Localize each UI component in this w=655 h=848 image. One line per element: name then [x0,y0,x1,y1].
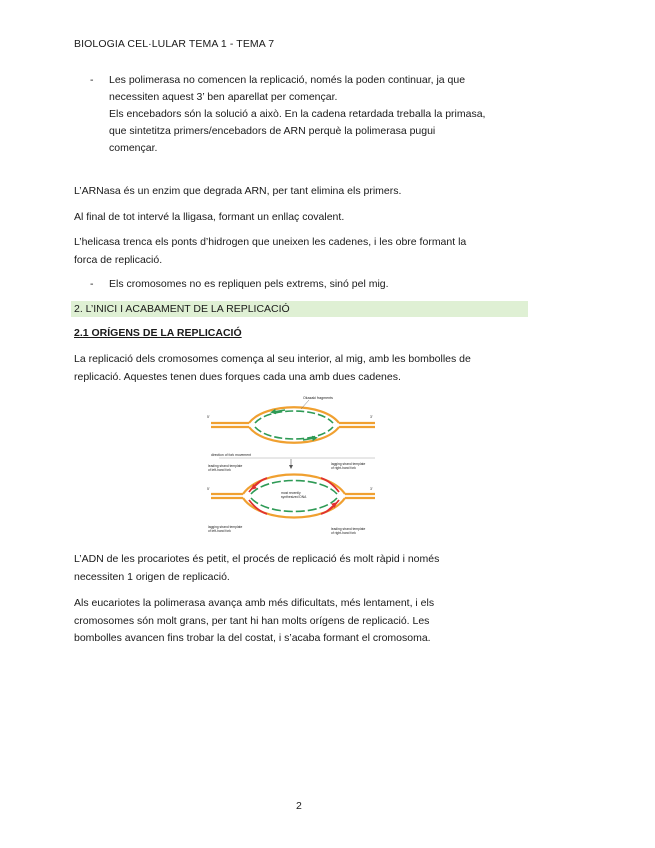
text-line: Als eucariotes la polimerasa avança amb més dificultats, més lentament, i els [74,597,435,609]
text-line: Els encebadors són la solució a això. En la cadena retardada treballa la primasa, [109,108,486,120]
bubble-bottom [207,462,375,535]
text-line: bombolles avancen fins trobar la del costat, i s’acaba formant el cromosoma. [74,632,431,644]
bullet-text-polimerasa [109,72,539,157]
paragraph-arnasa: L’ARNasa és un enzim que degrada ARN, per tant elimina els primers. [74,185,402,197]
text-line: Les polimerasa no comencen la replicació, només la poden continuar, ja que [109,74,466,86]
label-okazaki: Okazaki fragments [303,396,333,400]
label-lagging-left-1: lagging strand template [208,525,243,529]
paragraph-lligasa: Al final de tot intervé la lligasa, formant un enllaç covalent. [74,211,345,223]
paragraph-helicasa [74,234,534,269]
end-label: 3' [370,487,373,491]
end-label: 5' [207,415,210,419]
end-label: 5' [207,487,210,491]
label-lagging-right-1: lagging strand template [331,462,366,466]
text-line: L’ADN de les procariotes és petit, el procés de replicació és molt ràpid i només [74,553,440,565]
label-leading-left-1: leading strand template [208,464,243,468]
bullet-marker: - [90,74,94,86]
text-line: que sintetitza primers/encebadors de ARN perquè la polimerasa pugui [109,125,436,137]
label-recent-1: most recently [281,491,301,495]
section-heading: 2. L’INICI I ACABAMENT DE LA REPLICACIÓ [71,301,528,317]
label-lagging-left-2: of left-hand fork [208,529,231,533]
label-recent-2: synthesized DNA [281,495,307,499]
bullet-marker: - [90,278,94,290]
text-line: forca de replicació. [74,253,163,266]
text-line: necessiten aquest 3’ ben aparellat per començar. [109,91,338,103]
bubble-top [207,396,375,443]
text-line: La replicació dels cromosomes comença al seu interior, al mig, amb les bombolles de [74,353,471,365]
text-line: necessiten 1 origen de replicació. [74,570,230,583]
label-leading-right-2: of right-hand fork [331,531,356,535]
text-line: cromosomes són molt grans, per tant hi han molts orígens de replicació. Les [74,614,430,627]
subsection-heading: 2.1 ORÍGENS DE LA REPLICACIÓ [74,327,242,339]
paragraph-procariotes [74,551,534,586]
paragraph-eucariotes [74,595,534,648]
text-line: L’helicasa trenca els ponts d’hidrogen que uneixen les cadenes, i les obre formant la [74,236,467,248]
label-lagging-right-2: of right-hand fork [331,466,356,470]
label-direction: direction of fork movement [211,453,251,457]
label-leading-right-1: leading strand template [331,527,366,531]
page-header: BIOLOGIA CEL·LULAR TEMA 1 - TEMA 7 [74,38,275,50]
page-number: 2 [296,800,302,812]
label-leading-left-2: of left-hand fork [208,468,231,472]
replication-bubble-diagram [205,394,380,540]
paragraph-origens [74,351,534,386]
text-line: començar. [109,142,158,154]
text-line: replicació. Aquestes tenen dues forques cada una amb dues cadenes. [74,370,401,383]
bullet-text-cromosomes: Els cromosomes no es repliquen pels extrems, sinó pel mig. [109,278,389,290]
end-label: 3' [370,415,373,419]
